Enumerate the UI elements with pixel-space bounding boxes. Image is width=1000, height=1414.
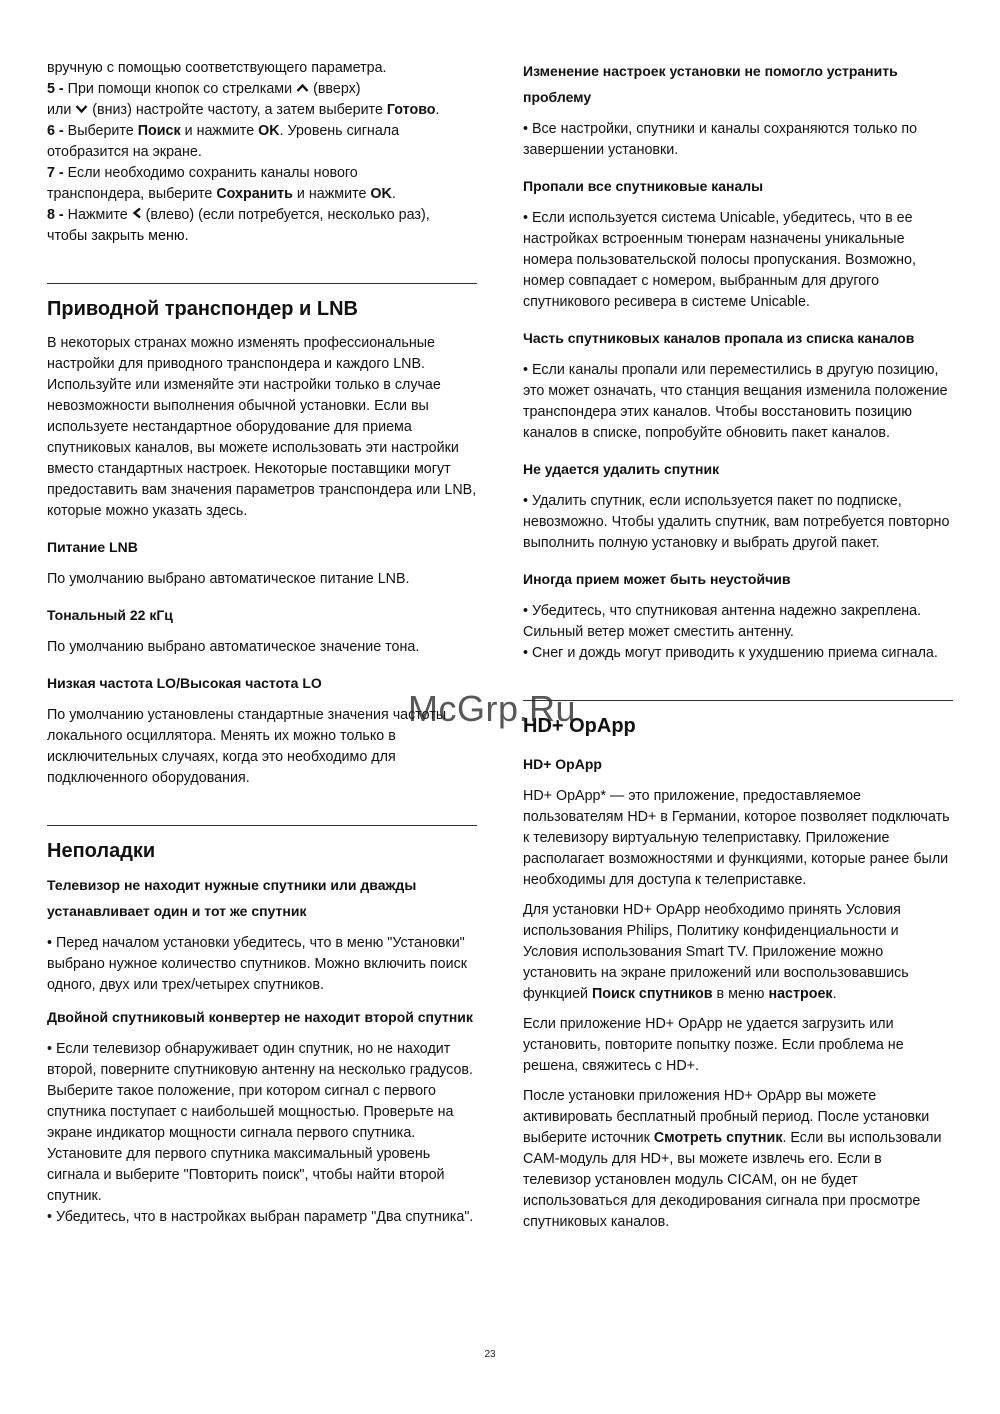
chevron-left-icon [132, 205, 142, 226]
right-column [523, 58, 953, 1233]
hd-paragraph: Если приложение HD+ OpApp не удается загрузить или установить, повторите попытку позже. Если проблема не решена, свяжитесь с HD+. [523, 1016, 904, 1074]
step-text: транспондера, выберите [47, 186, 213, 202]
step-number: 8 - [47, 207, 64, 223]
step-text: или [47, 102, 72, 118]
subsection-title: Двойной спутниковый конвертер не находит второй спутник [47, 1009, 473, 1025]
subsection-body: • Если используется система Unicable, убедитесь, что в ее настройках встроенным тюнерам назначены уникальные номера пользовательской полосы пропускания. Возможно, номер совпадает с номером, выбранным для другого спутникового ресивера в системе Unicable. [523, 210, 916, 310]
subsection-body: • Все настройки, спутники и каналы сохраняются только по завершении установки. [523, 121, 918, 158]
hd-text: . Если вы использовали CAM-модуль для HD+, вы можете извлечь его. Если в телевизор установлен модуль CICAM, он не будет использоваться для декодирования сигнала при просмотре спутниковых каналов. [523, 1130, 942, 1230]
step-keyword: Готово [386, 102, 436, 118]
step-text: Нажмите [67, 207, 128, 223]
subsection-title: Тональный 22 кГц [47, 607, 173, 623]
step-number: 6 - [47, 123, 64, 139]
step-text: . [435, 102, 440, 118]
subsection-title: Пропали все спутниковые каналы [523, 178, 764, 194]
step-text: Выберите [67, 123, 134, 139]
subsection-body: По умолчанию установлены стандартные значения частоты локального осциллятора. Менять их можно только в исключительных случаях, когда это необходимо для подключенного оборудования. [47, 707, 447, 786]
step-text: При помощи кнопок со стрелками [67, 81, 293, 97]
hd-keyword: настроек [768, 986, 833, 1002]
hd-paragraph [523, 900, 953, 1005]
subsection-title: Изменение настроек установки не помогло устранить проблему [523, 63, 898, 105]
step-keyword: OK [258, 123, 280, 139]
subsection-body: По умолчанию выбрано автоматическое значение тона. [47, 639, 420, 655]
step-keyword: Сохранить [216, 186, 293, 202]
step-8-cont: чтобы закрыть меню. [47, 228, 189, 244]
step-6-cont: отобразится на экране. [47, 144, 202, 160]
subsection-title: HD+ OpApp [523, 756, 602, 772]
watermark: McGrp.Ru [408, 688, 577, 729]
subsection-body: • Если телевизор обнаруживает один спутник, но не находит второй, поверните спутниковую антенну на несколько градусов. Выберите такое положение, при котором сигнал с первого спутника поступает с наибольшей мощностью. Проверьте на экране индикатор мощности сигнала первого спутника. Установите для первого спутника максимальный уровень сигнала и выберите "Повторить поиск", чтобы найти второй спутник. [47, 1041, 474, 1204]
subsection-body: • Перед началом установки убедитесь, что в меню "Установки" выбрано нужное количество спутников. Можно включить поиск одного, двух или трех/четырех спутников. [47, 935, 468, 993]
step-7-cont [47, 184, 477, 205]
subsection-title: Иногда прием может быть неустойчив [523, 571, 791, 587]
subsection-title: Низкая частота LO/Высокая частота LO [47, 675, 322, 691]
step-text: . Уровень сигнала [279, 123, 400, 139]
hd-paragraph [523, 1086, 953, 1233]
step-6 [47, 121, 477, 142]
step-text: . [391, 186, 396, 202]
step-number: 7 - [47, 165, 64, 181]
subsection-body: • Удалить спутник, если используется пакет по подписке, невозможно. Чтобы удалить спутник, вам потребуется повторно выполнить полную установку и выбрать другой пакет. [523, 493, 950, 551]
subsection-body: • Убедитесь, что спутниковая антенна надежно закреплена. Сильный ветер может сместить антенну. [523, 603, 922, 640]
section-body: В некоторых странах можно изменять профессиональные настройки для приводного транспондера и каждого LNB. Используйте или изменяйте эти настройки только в случае невозможности выполнения обычной установки. Если вы используете нестандартное оборудование для приема спутниковых каналов, вы можете использовать эти настройки вместо стандартных настроек. Некоторые поставщики могут предоставить вам значения параметров транспондера или LNB, которые можно указать здесь. [47, 335, 477, 519]
step-text: и нажмите [184, 123, 255, 139]
chevron-up-icon [296, 79, 309, 100]
step-5 [47, 79, 477, 100]
step-5-cont [47, 100, 477, 121]
subsection-title: Не удается удалить спутник [523, 461, 720, 477]
subsection-body: • Снег и дождь могут приводить к ухудшению приема сигнала. [523, 645, 938, 661]
step-text: (влево) (если потребуется, несколько раз), [145, 207, 430, 223]
step-keyword: Поиск [137, 123, 181, 139]
section-title: HD+ OpApp [523, 715, 636, 737]
hd-paragraph: HD+ OpApp* — это приложение, предоставляемое пользователям HD+ в Германии, которое позволяет подключать к телевизору виртуальную телеприставку. Приложение располагает возможностями и функциями, которые ранее были необходимы для доступа к телеприставке. [523, 788, 950, 888]
step-8 [47, 205, 477, 226]
step-text: Если необходимо сохранить каналы нового [67, 165, 358, 181]
step-keyword: OK [370, 186, 392, 202]
step-text: (вниз) настройте частоту, а затем выберите [92, 102, 383, 118]
hd-keyword: Поиск спутников [592, 986, 713, 1002]
hd-text: После установки приложения HD+ OpApp вы можете активировать бесплатный пробный период. После установки выберите источник [523, 1088, 930, 1146]
hd-text: . [832, 986, 837, 1002]
section-title: Приводной транспондер и LNB [47, 298, 358, 320]
subsection-body: • Убедитесь, что в настройках выбран параметр "Два спутника". [47, 1209, 474, 1225]
hd-text: в меню [716, 986, 765, 1002]
step-7 [47, 163, 477, 184]
step-number: 5 - [47, 81, 64, 97]
intro-line: вручную с помощью соответствующего параметра. [47, 60, 387, 76]
subsection-title: Питание LNB [47, 539, 138, 555]
left-column [47, 58, 477, 1228]
subsection-body: • Если каналы пропали или переместились в другую позицию, это может означать, что станция вещания изменила положение транспондера этих каналов. Чтобы восстановить позицию каналов в списке, попробуйте обновить пакет каналов. [523, 362, 948, 441]
step-text: и нажмите [296, 186, 367, 202]
subsection-body: По умолчанию выбрано автоматическое питание LNB. [47, 571, 410, 587]
hd-text: Для установки HD+ OpApp необходимо принять Условия использования Philips, Политику конфиденциальности и Условия использования Smart TV. Приложение можно установить на экране приложений или воспользовавшись функцией [523, 902, 909, 1002]
step-text: (вверх) [313, 81, 361, 97]
chevron-down-icon [75, 100, 88, 121]
section-title: Неполадки [47, 840, 156, 862]
page-number: 23 [484, 1349, 496, 1360]
hd-keyword: Смотреть спутник [653, 1130, 783, 1146]
subsection-title: Часть спутниковых каналов пропала из списка каналов [523, 330, 915, 346]
subsection-title: Телевизор не находит нужные спутники или дважды устанавливает один и тот же спутник [47, 877, 417, 919]
